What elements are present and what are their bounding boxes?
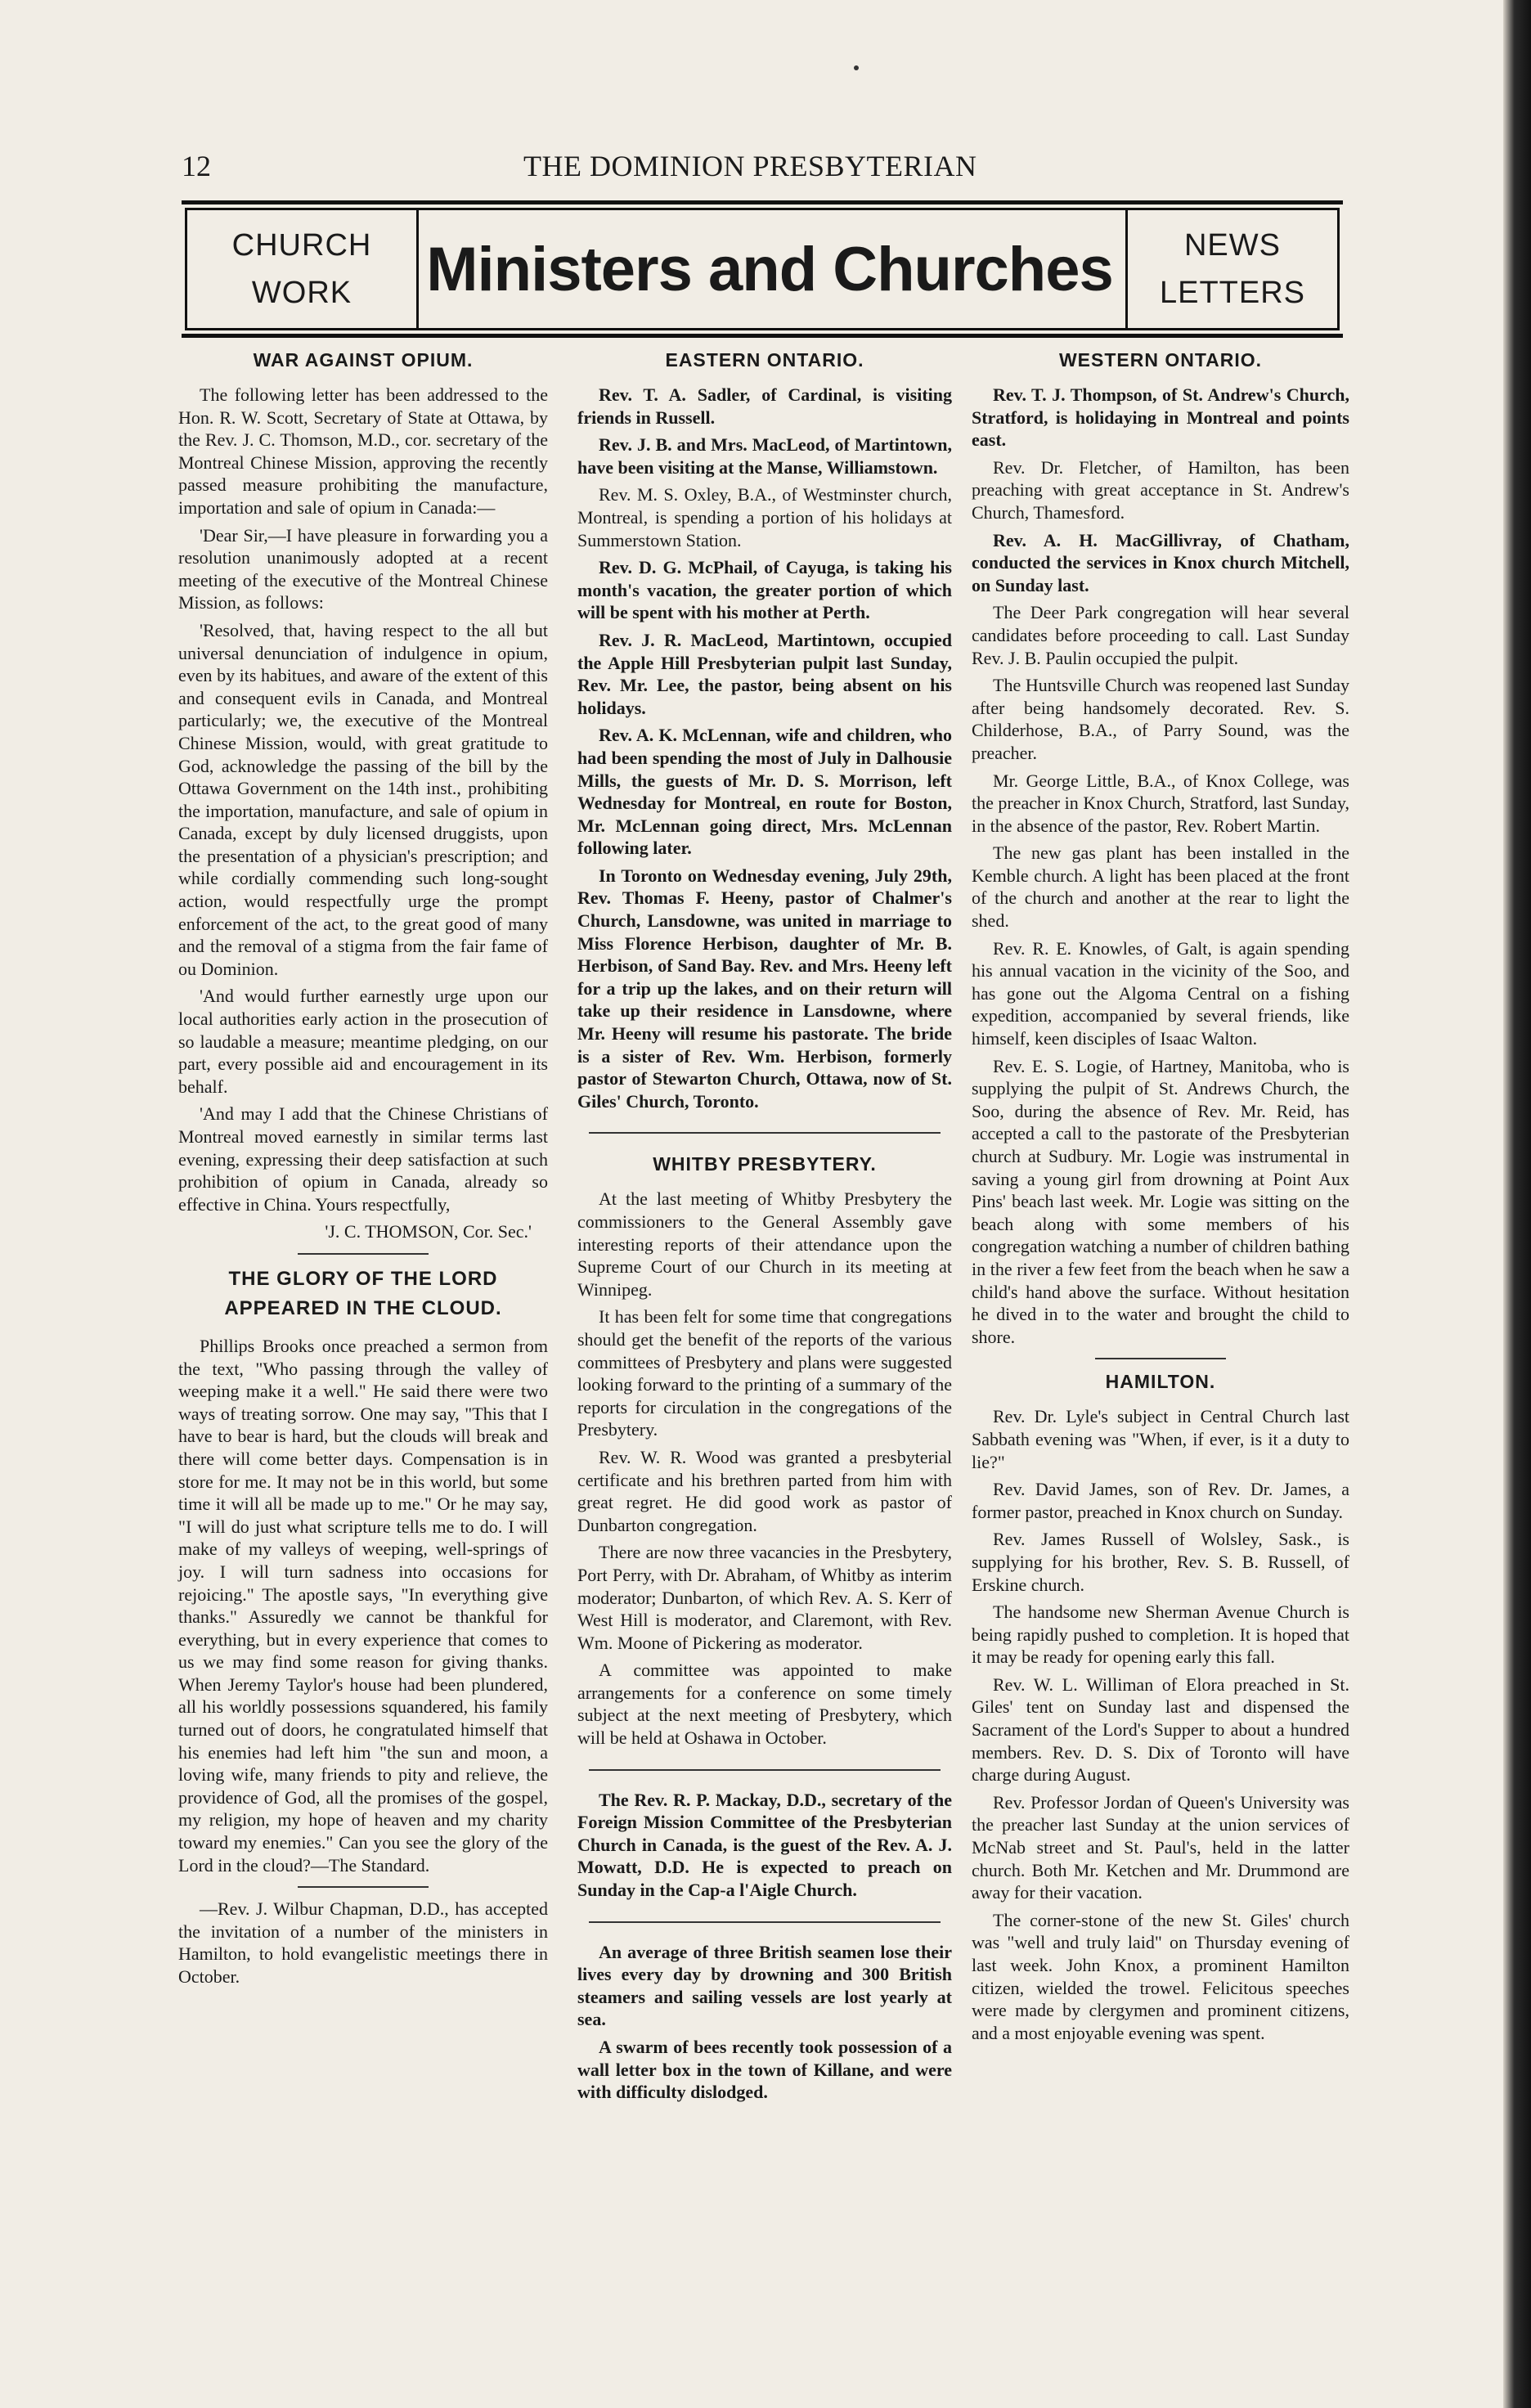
article-paragraph: 'And would further earnestly urge upon our local authorities early action in the prosecution of so laudable a measure; meantime pledging, on our part, every possible aid and encouragement in its behalf. [178, 986, 548, 1097]
news-item: A committee was appointed to make arrangements for a conference on some timely subject at the next meeting of Presbytery, which will be held at Oshawa in October. [577, 1660, 952, 1749]
news-item: There are now three vacancies in the Presbytery, Port Perry, with Dr. Abraham, of Whitby as interim moderator; Dunbarton, of which Rev. A. S. Kerr of West Hill is moderator, and Claremont, with Rev. Wm. Moone of Pickering as moderator. [577, 1542, 952, 1653]
section-heading-glory-of-the-lord: THE GLORY OF THE LORD APPEARED IN THE CLOUD. [224, 1267, 502, 1319]
news-item: Rev. T. A. Sadler, of Cardinal, is visiting friends in Russell. [577, 384, 952, 428]
news-item: It has been felt for some time that congregations should get the benefit of the reports of the various committees of Presbytery and plans were suggested looking forward to the printing of a summary of the reports for circulation in the congregations of the Presbytery. [577, 1306, 952, 1440]
news-item: The Deer Park congregation will hear several candidates before proceeding to call. Last Sunday Rev. J. B. Paulin occupied the pulpit. [972, 602, 1349, 668]
news-item: Rev. M. S. Oxley, B.A., of Westminster church, Montreal, is spending a portion of his holidays at Summerstown Station. [577, 484, 952, 550]
section-heading-war-against-opium: WAR AGAINST OPIUM. [253, 349, 474, 371]
article-paragraph: 'And may I add that the Chinese Christians of Montreal moved earnestly in similar terms last evening, expressing their deep satisfaction at such prohibition of opium in Canada, already so effective in China. Yours respectfully, [178, 1103, 548, 1215]
news-item: In Toronto on Wednesday evening, July 29th, Rev. Thomas F. Heeny, pastor of Chalmer's Church, Lansdowne, was united in marriage to Miss Florence Herbison, daughter of Mr. B. Herbison, of Sand Bay. Rev. and Mrs. Heeny left for a trip up the lakes, and on their return will take up their residence in Lansdowne, where Mr. Heeny will resume his pastorate. The bride is a sister of Rev. Wm. Herbison, formerly pastor of Stewarton Church, Ottawa, now of St. Giles' Church, Toronto. [577, 865, 952, 1112]
letter-signature: 'J. C. THOMSON, Cor. Sec.' [325, 1221, 532, 1242]
article-paragraph: 'Resolved, that, having respect to the all but universal denunciation of indulgence in opium, even by its habitues, and aware of the extent of this and consequent evils in Canada, and Montreal particularly; we, the executive of the Montreal Chinese Mission, would, with great gratitude to God, acknowledge the passing of the bill by the Ottawa Government on the 14th inst., prohibiting the importation, manufacture, and sale of opium in Canada, except by duly licensed druggists, upon the presentation of a physician's prescription; and while cordially commending such long-sought action, would respectfully urge the prompt enforcement of the act, to the great good of many and the removal of a stigma from the fair fame of ou Dominion. [178, 619, 548, 979]
masthead-center-box [414, 208, 1125, 330]
news-item: Rev. James Russell of Wolsley, Sask., is supplying for his brother, Rev. S. B. Russell, of Erskine church. [972, 1529, 1349, 1595]
news-item: An average of three British seamen lose their lives every day by drowning and 300 British steamers and sailing vessels are lost yearly at sea. [577, 1941, 952, 2030]
news-item: The handsome new Sherman Avenue Church is being rapidly pushed to completion. It is hoped that it may be ready for opening early this fall. [972, 1602, 1349, 1668]
running-head: THE DOMINION PRESBYTERIAN [523, 150, 977, 182]
article-paragraph: —Rev. J. Wilbur Chapman, D.D., has accepted the invitation of a number of the ministers in Hamilton, to hold evangelistic meetings there in October. [178, 1898, 548, 1987]
column-middle [577, 348, 952, 2109]
news-item: Rev. A. H. MacGillivray, of Chatham, conducted the services in Knox church Mitchell, on Sunday last. [972, 529, 1349, 595]
section-heading-hamilton: HAMILTON. [1105, 1371, 1216, 1393]
masthead-title: Ministers and Churches [426, 234, 1113, 304]
section-divider [298, 1886, 429, 1888]
news-item: Rev. J. B. and Mrs. MacLeod, of Martintown, have been visiting at the Manse, Williamstown. [577, 434, 952, 478]
news-item: Rev. W. L. Williman of Elora preached in St. Giles' tent on Sunday last and dispensed the Sacrament of the Lord's Supper to about a hundred members. Rev. D. S. Dix of Toronto will have charge during August. [972, 1673, 1349, 1786]
news-item: Rev. R. E. Knowles, of Galt, is again spending his annual vacation in the vicinity of the Soo, and has gone out the Algoma Central on a fishing expedition, accompanied by several friends, like himself, keen disciples of Isaac Walton. [972, 937, 1349, 1049]
column-right [972, 348, 1349, 2049]
page-edge-shadow [1503, 0, 1531, 2408]
masthead-right-box [1125, 208, 1340, 330]
news-item: Rev. W. R. Wood was granted a presbyterial certificate and his brethren parted from him with great regret. He did good work as pastor of Dunbarton congregation. [577, 1446, 952, 1535]
masthead-left-bottom: WORK [251, 276, 352, 310]
section-heading-eastern-ontario: EASTERN ONTARIO. [665, 349, 864, 371]
news-item: Rev. Dr. Lyle's subject in Central Church last Sabbath evening was "When, if ever, is it a duty to lie?" [972, 1406, 1349, 1472]
news-item: Rev. A. K. McLennan, wife and children, who had been spending the most of July in Dalhousie Mills, the guests of Mr. D. S. Morrison, left Wednesday for Montreal, en route for Boston, Mr. McLennan going direct, Mrs. McLennan following later. [577, 725, 952, 859]
article-paragraph: The following letter has been addressed to the Hon. R. W. Scott, Secretary of State at Ottawa, by the Rev. J. C. Thomson, M.D., cor. secretary of the Montreal Chinese Mission, approving the recently passed measure prohibiting the manufacture, importation and sale of opium in Canada:— [178, 384, 548, 518]
news-item: Rev. D. G. McPhail, of Cayuga, is taking his month's vacation, the greater portion of which will be spent with his mother at Perth. [577, 557, 952, 623]
masthead-right-top: NEWS [1183, 228, 1281, 263]
news-item: Rev. E. S. Logie, of Hartney, Manitoba, who is supplying the pulpit of St. Andrews Church, the Soo, during the absence of Rev. Mr. Reid, has accepted a call to the pastorate of the Presbyterian church at Sudbury. Mr. Logie was instrumental in saving a young girl from drowning at Point Aux Pins' beach last week. Mr. Logie was sitting on the beach along with some members of his congregation watching a number of children bathing in the river a few feet from the beach when he saw a child's hand above the surface. Without hesitation he dived in to the water and brought the child to shore. [972, 1055, 1349, 1347]
column-left [178, 348, 548, 1993]
news-item: Rev. Professor Jordan of Queen's University was the preacher last Sunday at the union services of McNab street and St. Paul's, held in the latter church. Both Mr. Ketchen and Mr. Drummond are away for their vacation. [972, 1791, 1349, 1903]
article-paragraph: Phillips Brooks once preached a sermon from the text, "Who passing through the valley of weeping make it a well." He said there were two ways of treating sorrow. One may say, "This that I have to bear is hard, but the clouds will break and there will come better days. Compensation is in store for me. It may not be in this world, but some time it will all be made up to me." Or he may say, "I will do just what scripture tells me to do. I will make of my valleys of weeping, well-springs of joy. I will turn sadness into occasions for rejoicing." The apostle says, "In everything give thanks." Assuredly we cannot be thankful for everything, but in every experience that comes to us we may find some reason for giving thanks. When Jeremy Taylor's house had been plundered, all his worldly possessions squandered, his family turned out of doors, he congratulated himself that his enemies had left him "the sun and moon, a loving wife, many friends to pity and relieve, the providence of God, all the promises of the gospel, my religion, my hope of heaven and my charity toward my enemies." Can you see the glory of the Lord in the cloud?—The Standard. [178, 1335, 548, 1876]
news-item: The new gas plant has been installed in the Kemble church. A light has been placed at the front of the church and another at the rear to light the shed. [972, 842, 1349, 932]
news-item: Mr. George Little, B.A., of Knox College, was the preacher in Knox Church, Stratford, last Sunday, in the absence of the pastor, Rev. Robert Martin. [972, 770, 1349, 836]
section-divider [589, 1132, 941, 1134]
ink-dot [854, 65, 859, 70]
news-item: Rev. T. J. Thompson, of St. Andrew's Church, Stratford, is holidaying in Montreal and points east. [972, 384, 1349, 451]
news-item: The Rev. R. P. Mackay, D.D., secretary of the Foreign Mission Committee of the Presbyterian Church in Canada, is the guest of the Rev. A. J. Mowatt, D.D. He is expected to preach on Sunday in the Cap-a l'Aigle Church. [577, 1789, 952, 1901]
news-item: Rev. David James, son of Rev. Dr. James, a former pastor, preached in Knox church on Sunday. [972, 1479, 1349, 1522]
masthead-right-bottom: LETTERS [1159, 276, 1306, 310]
section-divider [1095, 1358, 1226, 1359]
section-divider [298, 1253, 429, 1255]
section-heading-western-ontario: WESTERN ONTARIO. [1058, 349, 1263, 371]
news-item: Rev. Dr. Fletcher, of Hamilton, has been preaching with great acceptance in St. Andrew's Church, Thamesford. [972, 456, 1349, 523]
article-paragraph: 'Dear Sir,—I have pleasure in forwarding you a resolution unanimously adopted at a recent meeting of the executive of the Montreal Chinese Mission, as follows: [178, 524, 548, 613]
section-divider [589, 1769, 941, 1771]
masthead-left-box [185, 208, 419, 330]
news-item: A swarm of bees recently took possession of a wall letter box in the town of Killane, and were with difficulty dislodged. [577, 2037, 952, 2103]
news-item: Rev. J. R. MacLeod, Martintown, occupied the Apple Hill Presbyterian pulpit last Sunday, Rev. Mr. Lee, the pastor, being absent on his holidays. [577, 629, 952, 718]
section-heading-whitby-presbytery: WHITBY PRESBYTERY. [653, 1153, 877, 1175]
page-number: 12 [182, 150, 211, 182]
news-item: At the last meeting of Whitby Presbytery the commissioners to the General Assembly gave interesting reports of their attendance upon the Supreme Court of our Church in its meeting at Winnipeg. [577, 1188, 952, 1300]
section-divider [589, 1921, 941, 1923]
masthead [182, 200, 1343, 338]
news-item: The Huntsville Church was reopened last Sunday after being handsomely decorated. Rev. S. Childerhose, B.A., of Parry Sound, was the preacher. [972, 675, 1349, 763]
news-item: The corner-stone of the new St. Giles' church was "well and truly laid" on Thursday evening of last week. John Knox, a prominent Hamilton citizen, wielded the trowel. Felicitous speeches were made by clergymen and prominent citizens, and a most enjoyable evening was spent. [972, 1909, 1349, 2043]
masthead-left-top: CHURCH [231, 228, 372, 263]
